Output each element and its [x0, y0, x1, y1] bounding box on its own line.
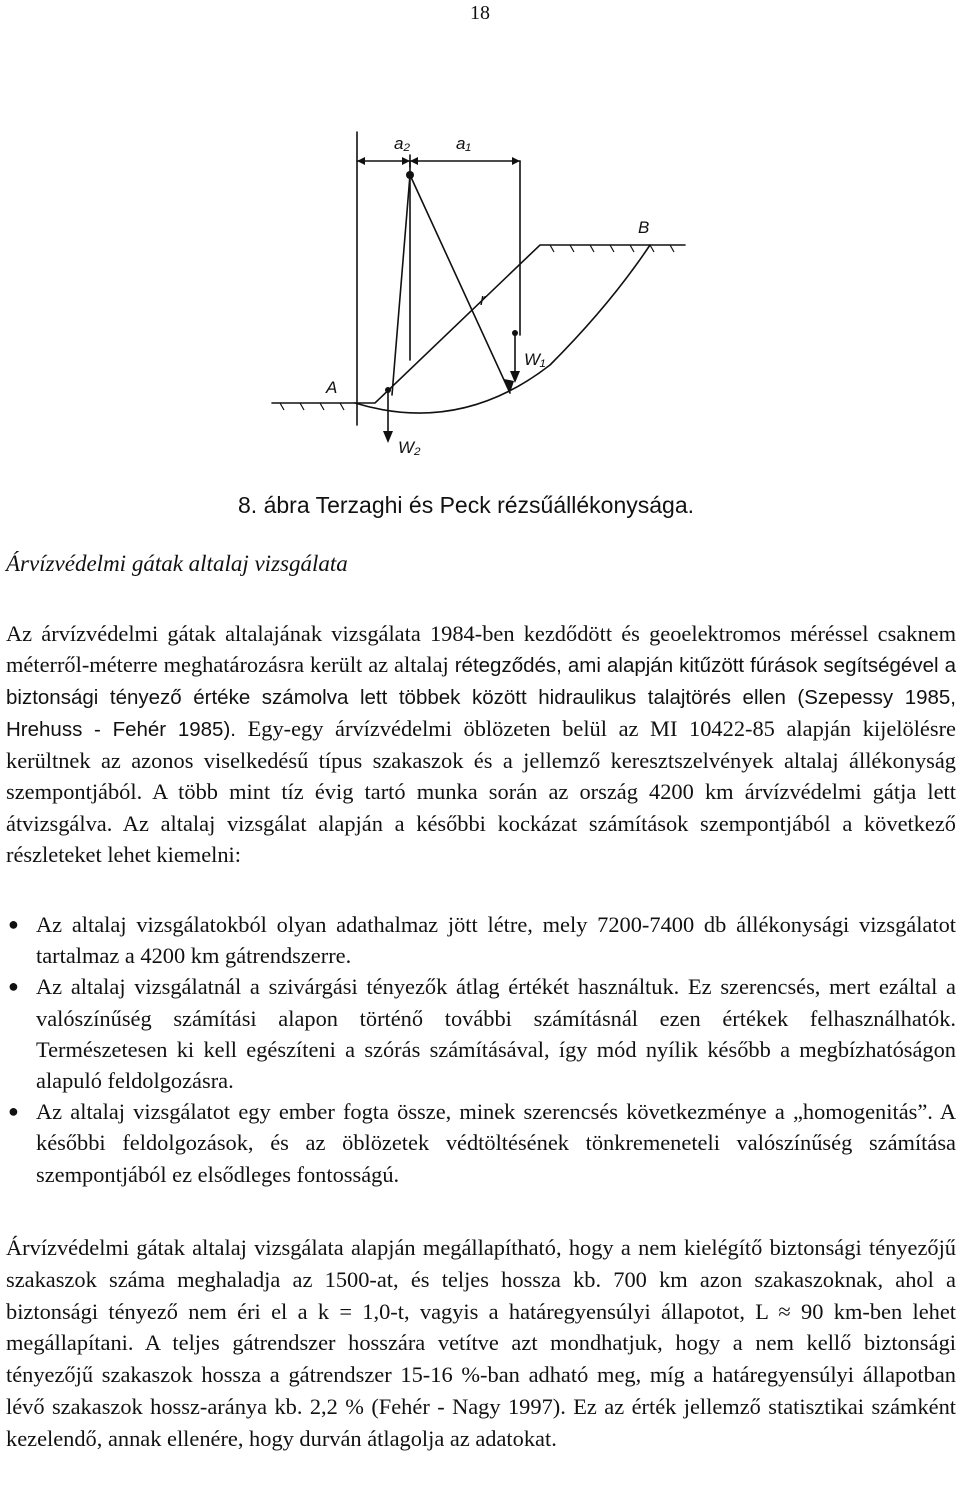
list-item-text: Az altalaj vizsgálatnál a szivárgási tényezők átlag értékét használtuk. Ez szerencsés, mert ezáltal a valószínűség számítási alapon történő további számításnál ezen értékek felhasználhatók. Természetesen ki kell egészíteni a szórás számításával, így mód nyílik később a megbízhatóságon alapuló feldolgozásra.	[36, 974, 956, 1094]
label-a2: a₂	[394, 134, 410, 153]
page-number: 18	[470, 2, 490, 24]
radius-line-2	[392, 175, 410, 395]
rotation-center	[406, 171, 414, 179]
label-w2: W₂	[398, 438, 421, 457]
label-r: r	[480, 290, 486, 309]
list-item	[6, 1096, 956, 1190]
paragraph-1-part-2: rétegződés, ami alapján kitűzött fúrások segítségével a biztonsági tényező értéke számolva lett többek között hidraulikus talajtörés ellen (Szepessy 1985, Hrehuss - Fehér 1985).	[6, 654, 956, 742]
list-item-text: Az altalaj vizsgálatot egy ember fogta össze, minek szerencsés következménye a „homogenitás”. A későbbi feldolgozások, és az öblözetek védtöltésének tönkremeneteli valószínűség számítása szempontjából ez elsődleges fontosságú.	[36, 1099, 956, 1187]
list-item	[6, 971, 956, 1096]
list-item	[6, 909, 956, 971]
paragraph-1	[6, 618, 956, 870]
bullet-icon: ●	[8, 914, 19, 934]
list-item-text: Az altalaj vizsgálatokból olyan adathalmaz jött létre, mely 7200-7400 db állékonysági vizsgálatot tartalmaz a 4200 km gátrendszerre.	[36, 912, 956, 969]
bullet-list	[6, 909, 956, 1190]
figure-caption: 8. ábra Terzaghi és Peck rézsűállékonysága.	[238, 492, 695, 518]
label-b: B	[638, 218, 650, 237]
slope-diagram	[260, 125, 700, 465]
slope-stability-figure	[260, 125, 700, 465]
section-title: Árvízvédelmi gátak altalaj vizsgálata	[6, 551, 348, 576]
label-a: A	[326, 378, 338, 397]
w2-arrowhead	[383, 431, 393, 443]
radius-line	[410, 175, 510, 393]
label-a1: a₁	[456, 134, 471, 153]
slip-circle-arc	[355, 245, 650, 413]
paragraph-1-part-3: Egy-egy árvízvédelmi öblözeten belül az MI 10422-85 alapján kijelölésre kerültnek az azonos viselkedésű típus szakaszok és a jellemző keresztszelvények altalaj állékonyság szempontjából. A több mint tíz évig tartó munka során az ország 4200 km árvízvédelmi gátja lett átvizsgálva. Az altalaj vizsgálat alapján a későbbi kockázat számítások szempontjából a következő részleteket lehet kiemelni:	[6, 716, 956, 867]
paragraph-2: Árvízvédelmi gátak altalaj vizsgálata alapján megállapítható, hogy a nem kielégítő biztonsági tényezőjű szakaszok száma meghaladja az 1500-at, és teljes hossza kb. 700 km azon szakaszoknak, ahol a biztonsági tényező nem éri el a k = 1,0-t, vagyis a határegyensúlyi állapotot, L ≈ 90 km-ben lehet megállapítani. A teljes gátrendszer hosszára vetítve azt mondhatjuk, hogy a nem kellő biztonsági tényezőjű szakaszok hossza a gátrendszer 15-16 %-ban adható meg, míg a határegyensúlyi állapotban lévő szakaszok hossz-aránya kb. 2,2 % (Fehér - Nagy 1997). Ez az érték jellemző statisztikai számként kezelendő, annak ellenére, hogy durván átlagolja az adatokat.	[6, 1235, 956, 1451]
paragraph-1-part-1: Az árvízvédelmi gátak altalajának vizsgálata 1984-ben kezdődött és geoelektromos méréssel csaknem méterről-méterre meghatározásra került az altalaj	[6, 621, 956, 678]
bullet-icon: ●	[8, 1101, 19, 1122]
bullet-icon: ●	[8, 976, 19, 997]
label-w1: W₁	[524, 350, 546, 369]
